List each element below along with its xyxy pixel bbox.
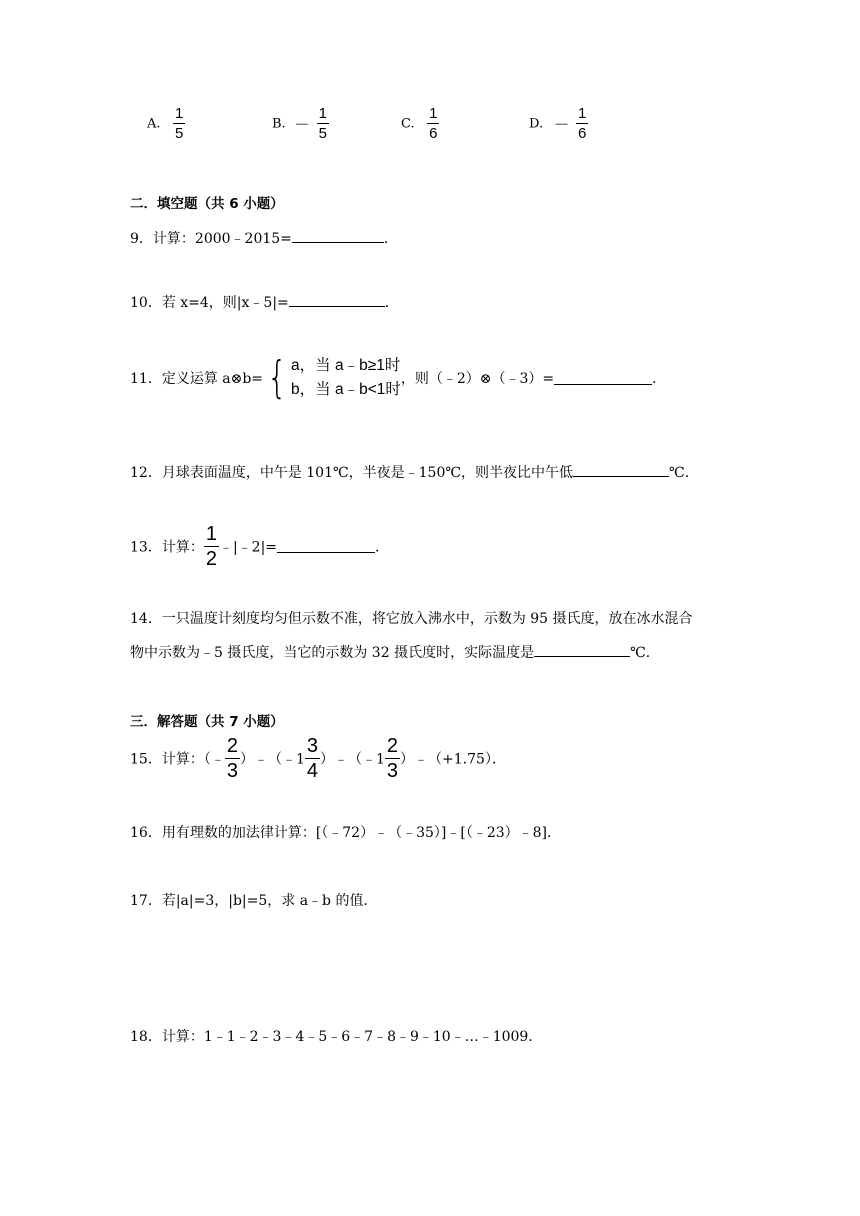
question-15-mid-1: ）﹣（﹣1 (239, 751, 305, 768)
option-a-fraction (173, 106, 185, 141)
answer-blank (554, 372, 652, 385)
option-a-numerator: 1 (174, 105, 184, 122)
question-10-text: 10．若 x=4，则|x﹣5|= (130, 295, 289, 311)
question-15-prefix: 15．计算：（﹣ (130, 751, 225, 768)
question-12-text: 12．月球表面温度，中午是 101℃，半夜是﹣150℃，则半夜比中午低 (130, 465, 574, 481)
case-1: a，当 a﹣b≥1时 (291, 357, 401, 374)
option-b-label: B. (272, 116, 286, 132)
option-c-fraction (427, 106, 439, 141)
option-d-label: D. (529, 116, 544, 132)
option-c-numerator: 1 (429, 105, 438, 122)
option-d (529, 106, 588, 141)
fraction-denominator: 3 (226, 760, 238, 782)
option-b-fraction (317, 106, 329, 141)
fraction-numerator: 2 (386, 735, 399, 757)
question-16: 16．用有理数的加法律计算：[（﹣72）﹣（﹣35）]﹣[（﹣23）﹣8]． (130, 825, 562, 841)
fraction-numerator: 3 (306, 735, 318, 757)
fraction-numerator: 1 (205, 523, 217, 545)
question-11 (130, 354, 666, 402)
question-13-fraction (204, 524, 219, 569)
question-10 (130, 292, 399, 312)
answer-blank (289, 294, 385, 307)
question-12-end: ℃． (669, 465, 699, 481)
question-13-prefix: 13．计算： (130, 539, 204, 556)
option-a-label: A. (147, 116, 161, 132)
fraction-1 (225, 736, 240, 781)
fraction-denominator: 4 (306, 760, 318, 782)
option-d-denominator: 6 (578, 125, 587, 142)
option-b (272, 106, 329, 141)
option-c (401, 106, 439, 141)
piecewise-cases (291, 354, 401, 402)
option-a (147, 106, 185, 141)
fraction-3 (385, 736, 400, 781)
question-15-mid-2: ）﹣（﹣1 (320, 751, 385, 768)
answer-blank (292, 230, 384, 243)
section-2-title: 二．填空题（共 6 小题） (130, 196, 284, 212)
answer-blank (534, 644, 630, 657)
question-14-line-2 (130, 642, 660, 662)
answer-blank (277, 540, 375, 553)
option-c-label: C. (401, 116, 415, 132)
case-2: b，当 a﹣b<1时 (291, 381, 401, 398)
question-9-text: 9．计算：2000﹣2015= (130, 231, 292, 247)
fraction-denominator: 2 (205, 548, 217, 570)
fraction-numerator: 2 (226, 735, 238, 757)
option-c-denominator: 6 (429, 125, 438, 142)
option-d-sign: － (553, 117, 570, 134)
option-a-denominator: 5 (174, 125, 184, 142)
question-17: 17．若|a|=3，|b|=5，求 a﹣b 的值． (130, 893, 378, 909)
question-11-suffix: ，则（﹣2）⊗（﹣3）= (400, 371, 555, 387)
section-3-title: 三．解答题（共 7 小题） (130, 714, 284, 730)
left-brace-icon: { (267, 352, 287, 403)
question-14-line-1: 14．一只温度计刻度均匀但示数不准，将它放入沸水中，示数为 95 摄氏度，放在冰水混合 (130, 611, 693, 627)
question-13-suffix: ﹣|﹣2|= (218, 539, 278, 556)
question-11-prefix: 11．定义运算 a⊗b= (130, 371, 264, 387)
option-d-numerator: 1 (578, 105, 587, 122)
question-14-end: ℃． (630, 645, 660, 661)
option-b-sign: － (294, 117, 311, 134)
question-15-suffix: ）﹣（+1.75）． (400, 751, 506, 768)
question-10-end: ． (384, 295, 399, 311)
question-9-end: ． (383, 231, 398, 247)
option-b-denominator: 5 (318, 125, 327, 142)
question-12 (130, 462, 699, 482)
option-b-numerator: 1 (318, 105, 327, 122)
answer-blank (573, 464, 669, 477)
fraction-2 (305, 736, 320, 781)
question-13 (130, 524, 389, 569)
question-18: 18．计算：1﹣1﹣2﹣3﹣4﹣5﹣6﹣7﹣8﹣9﹣10﹣…﹣1009． (130, 1029, 543, 1045)
question-9 (130, 228, 398, 248)
question-15 (130, 736, 506, 781)
fraction-denominator: 3 (386, 760, 399, 782)
question-14-text: 物中示数为﹣5 摄氏度，当它的示数为 32 摄氏度时，实际温度是 (130, 645, 535, 661)
question-11-end: ． (652, 371, 667, 387)
option-d-fraction (576, 106, 588, 141)
question-13-end: ． (375, 539, 390, 556)
